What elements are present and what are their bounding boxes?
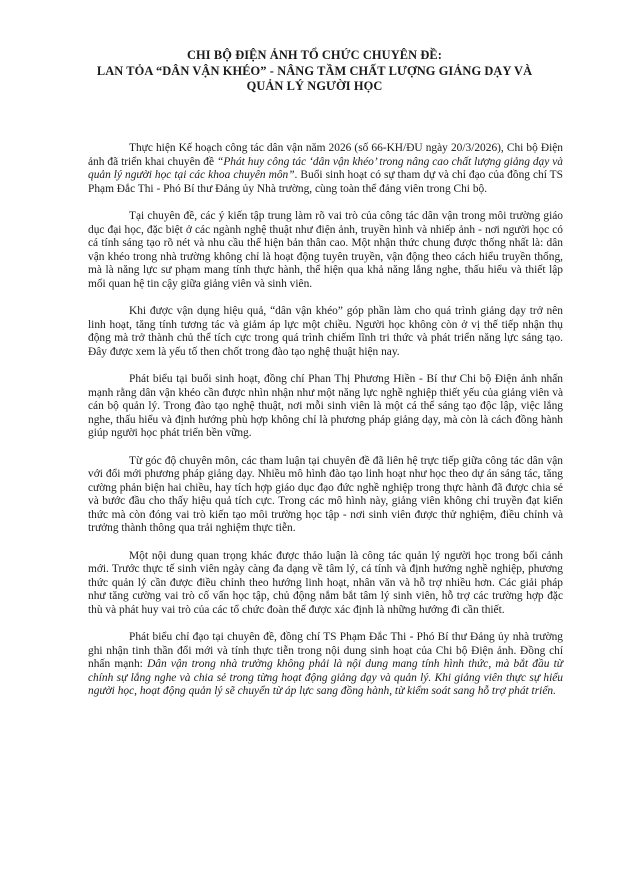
paragraph-7: [88, 631, 563, 699]
paragraph-1-text-a: Thực hiện Kế hoạch công tác dân vận năm 2026 (số 66-KH/ĐU ngày 20/3/2026), Chi bộ Điện ảnh đã triển khai chuyên đề: [88, 142, 563, 168]
paragraph-6: Một nội dung quan trọng khác được thảo luận là công tác quản lý người học trong bối cảnh mới. Trước thực tế sinh viên ngày càng đa dạng về tâm lý, cá tính và định hướng nghề nghiệp, phương thức quản lý cần được điều chỉnh theo hướng linh hoạt, nhân văn và hỗ trợ nhiều hơn. Các giải pháp như tăng cường vai trò cố vấn học tập, chủ động nắm bắt tâm lý sinh viên, hỗ trợ các trường hợp đặc thù và phát huy vai trò của các tổ chức đoàn thể được xác định là những hướng đi cần thiết.: [88, 549, 563, 616]
paragraph-1-quote: “Phát huy công tác ‘dân vận khéo’ trong nâng cao chất lượng giảng dạy và quản lý người học tại các khoa chuyên môn”: [88, 155, 563, 181]
title-line-2: LAN TỎA “DÂN VẬN KHÉO” - NÂNG TẦM CHẤT LƯỢNG GIẢNG DẠY VÀ: [96, 63, 533, 78]
title-line-1: CHI BỘ ĐIỆN ẢNH TỔ CHỨC CHUYÊN ĐỀ:: [186, 48, 443, 62]
paragraph-4: Phát biểu tại buổi sinh hoạt, đồng chí Phan Thị Phương Hiền - Bí thư Chi bộ Điện ảnh nhấn mạnh rằng dân vận khéo cần được nhìn nhận như một năng lực nghề nghiệp thiết yếu của giảng viên và cán bộ quản lý. Trong đào tạo nghệ thuật, nơi mỗi sinh viên là một cá thể sáng tạo độc lập, việc lắng nghe, thấu hiểu và định hướng phù hợp không chỉ là phương pháp giảng dạy, mà còn là cách đồng hành giúp người học phát triển bền vững.: [88, 373, 563, 439]
paragraph-7-text: Phát biểu chỉ đạo tại chuyên đề, đồng chí TS Phạm Đắc Thi - Phó Bí thư Đảng ủy nhà trường ghi nhận tinh thần đổi mới và tính thực tiễn trong nội dung sinh hoạt của Chi bộ Điện ảnh. Đồng chí nhấn mạnh:: [88, 631, 563, 670]
page-title: [55, 48, 575, 95]
paragraph-5: Từ góc độ chuyên môn, các tham luận tại chuyên đề đã liên hệ trực tiếp giữa công tác dân vận với đổi mới phương pháp giảng dạy. Nhiều mô hình đào tạo linh hoạt như học theo dự án sáng tác, tăng cường phản biện hai chiều, hay tích hợp giáo dục đạo đức nghề nghiệp trong thực hành đã được chia sẻ và bước đầu cho thấy hiệu quả tích cực. Trong các mô hình này, giảng viên không chỉ truyền đạt kiến thức mà còn đóng vai trò kiến tạo môi trường học tập - nơi sinh viên được thử nghiệm, điều chỉnh và trưởng thành thông qua trải nghiệm thực tiễn.: [88, 454, 563, 534]
article-body: [88, 142, 563, 713]
paragraph-7-quote: Dân vận trong nhà trường không phải là nội dung mang tính hình thức, mà bắt đầu từ chính sự lắng nghe và chia sẻ trong từng hoạt động giảng dạy và quản lý. Khi giảng viên thực sự hiểu người học, hoạt động quản lý sẽ chuyển từ áp lực sang đồng hành, từ kiểm soát sang hỗ trợ phát triển.: [88, 658, 563, 697]
paragraph-3: Khi được vận dụng hiệu quả, “dân vận khéo” góp phần làm cho quá trình giảng dạy trở nên linh hoạt, tăng tính tương tác và giảm áp lực một chiều. Người học không còn ở vị thế tiếp nhận thụ động mà trở thành chủ thể tích cực trong quá trình chiếm lĩnh tri thức và phát triển năng lực sáng tạo. Đây được xem là yếu tố then chốt trong đào tạo nghệ thuật hiện nay.: [88, 305, 563, 358]
title-line-3: QUẢN LÝ NGƯỜI HỌC: [246, 79, 383, 93]
paragraph-1-text-b: . Buổi sinh hoạt có sự tham dự và chỉ đạo của đồng chí TS Phạm Đắc Thi - Phó Bí thư Đảng ủy Nhà trường, cùng toàn thể đảng viên trong Chi bộ.: [88, 169, 563, 195]
paragraph-1: [88, 142, 563, 196]
paragraph-2: Tại chuyên đề, các ý kiến tập trung làm rõ vai trò của công tác dân vận trong môi trường giáo dục đại học, đặc biệt ở các ngành nghệ thuật như điện ảnh, truyền hình và nhiếp ảnh - nơi người học có cá tính sáng tạo rõ nét và nhu cầu thể hiện bản thân cao. Một nhận thức chung được thống nhất là: dân vận khéo trong nhà trường không chỉ là hoạt động tuyên truyền, vận động theo cách hiểu truyền thống, mà là năng lực sư phạm mang tính thực hành, thể hiện qua khả năng lắng nghe, thấu hiểu và thiết lập mối quan hệ tin cậy giữa giảng viên và sinh viên.: [88, 210, 563, 290]
